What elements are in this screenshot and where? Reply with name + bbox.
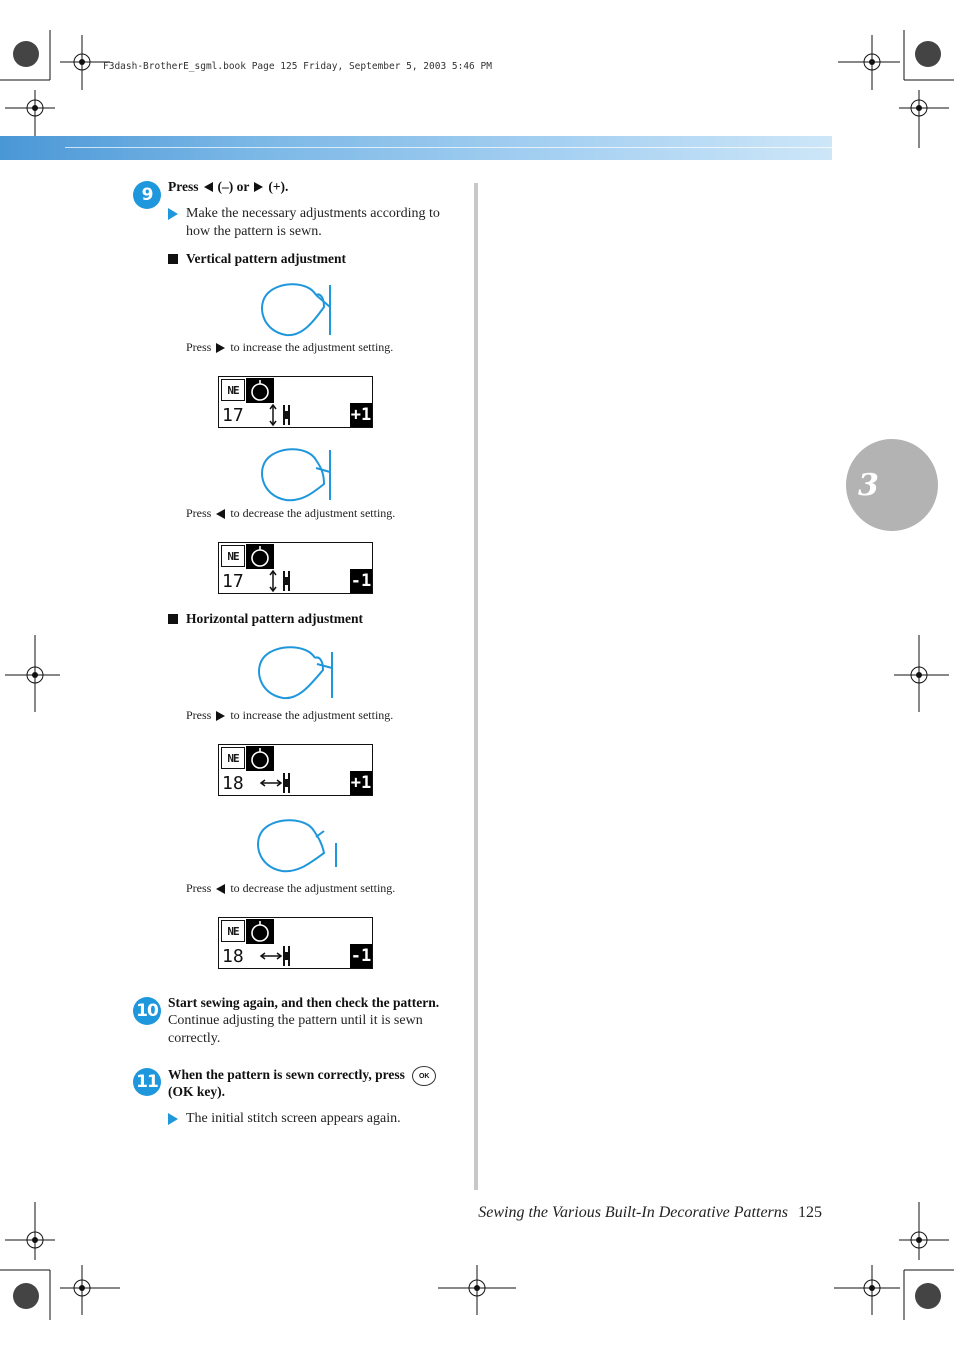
stitch-horizontal-increase-icon [255,646,339,702]
step-10-badge: 10 [133,997,161,1025]
lcd-horizontal-decrease [218,917,373,969]
lcd-pattern-icon [246,544,274,569]
horizontal-decrease-caption [186,881,395,896]
lcd-pattern-number: 18 [222,946,244,967]
lcd-adjust-value: +1 [350,773,372,793]
left-arrow-icon [216,509,225,519]
lcd-adjust-value: -1 [350,571,372,591]
lcd-pattern-icon [246,378,274,403]
step-11-title [168,1066,436,1086]
header-line [65,147,832,148]
right-arrow-icon [254,182,263,192]
vertical-increase-caption [186,340,393,355]
lcd-pattern-number: 18 [222,773,244,794]
horizontal-increase-press: Press [186,708,212,722]
lcd-vertical-adjust-icon [267,403,297,427]
square-bullet-icon [168,614,178,624]
vertical-decrease-press: Press [186,506,212,520]
step-11-result [168,1110,401,1128]
lcd-adjust-value: +1 [350,405,372,425]
footer-title: Sewing the Various Built-In Decorative Patterns [478,1204,788,1221]
book-header: F3dash-BrotherE_sgml.book Page 125 Friday, September 5, 2003 5:46 PM [103,61,492,72]
step-10-title: Start sewing again, and then check the pattern. [168,995,440,1010]
chapter-tab: 3 [846,439,938,531]
step-9-plus: (+). [268,179,289,194]
page-number: 125 [798,1204,822,1221]
lcd-vertical-adjust-icon [267,569,297,593]
lcd-vertical-decrease [218,542,373,594]
header-bar [0,136,832,160]
lcd-adjust-value: -1 [350,946,372,966]
lcd-pattern-number: 17 [222,405,244,426]
vertical-heading-text: Vertical pattern adjustment [186,251,346,266]
lcd-horizontal-adjust-icon [259,944,297,968]
page-footer [478,1204,822,1222]
lcd-pattern-number: 17 [222,571,244,592]
horizontal-increase-caption [186,708,393,723]
stitch-vertical-increase-icon [258,283,338,339]
horizontal-decrease-text: to decrease the adjustment setting. [230,881,396,895]
ok-key-icon: OK [412,1066,436,1086]
step-9-result-text: Make the necessary adjustments according to how the pattern is sewn. [186,206,440,239]
step-9-minus: (–) or [217,179,250,194]
square-bullet-icon [168,254,178,264]
step-11-title-text: When the pattern is sewn correctly, press [168,1067,405,1083]
step-10-body: Continue adjusting the pattern until it is sewn correctly. [168,1013,423,1046]
lcd-ne-label: NE [221,545,245,567]
horizontal-heading [168,611,363,627]
lcd-vertical-increase [218,376,373,428]
right-arrow-icon [216,711,225,721]
left-arrow-icon [204,182,213,192]
horizontal-decrease-press: Press [186,881,212,895]
lcd-horizontal-adjust-icon [259,771,297,795]
step-9-title [168,179,288,195]
lcd-horizontal-increase [218,744,373,796]
step-11-badge: 11 [133,1068,161,1096]
right-arrow-icon [216,343,225,353]
vertical-heading [168,251,346,267]
vertical-increase-press: Press [186,340,212,354]
vertical-decrease-text: to decrease the adjustment setting. [230,506,396,520]
horizontal-increase-text: to increase the adjustment setting. [230,708,394,722]
column-divider [474,183,478,1190]
stitch-vertical-decrease-icon [258,448,338,504]
result-arrow-icon [168,208,178,220]
horizontal-heading-text: Horizontal pattern adjustment [186,611,363,626]
step-11-title-suffix: (OK key). [168,1084,225,1099]
lcd-ne-label: NE [221,747,245,769]
lcd-pattern-icon [246,919,274,944]
step-9-press: Press [168,179,199,194]
step-9-result [168,205,458,241]
result-arrow-icon [168,1113,178,1125]
vertical-decrease-caption [186,506,395,521]
lcd-ne-label: NE [221,920,245,942]
lcd-ne-label: NE [221,379,245,401]
step-9-badge: 9 [133,181,161,209]
vertical-increase-text: to increase the adjustment setting. [230,340,394,354]
lcd-pattern-icon [246,746,274,771]
step-11-result-text: The initial stitch screen appears again. [186,1111,401,1126]
stitch-horizontal-decrease-icon [252,819,342,875]
left-arrow-icon [216,884,225,894]
